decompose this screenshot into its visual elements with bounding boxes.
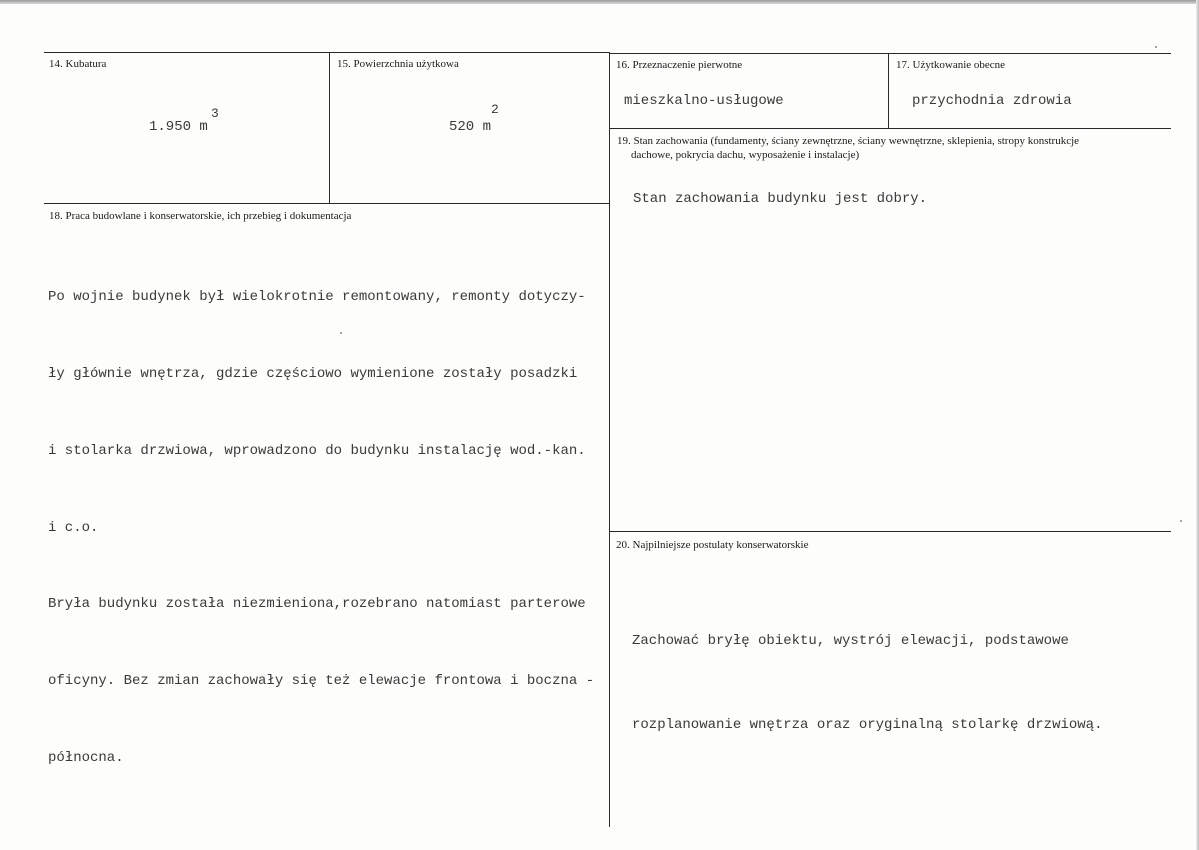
rule-divider-main [609,52,610,827]
field-powierzchnia-exponent: 2 [491,102,499,117]
field-prace-line: i stolarka drzwiowa, wprowadzono do budynku instalację wod.-kan. [48,442,586,459]
rule-divider-14-15 [329,52,330,203]
field-stan-zachowania-value: Stan zachowania budynku jest dobry. [633,191,928,207]
field-prace-line: i c.o. [48,519,99,536]
scan-speck [1155,46,1157,48]
field-postulaty-label: 20. Najpilniejsze postulaty konserwatorskie [616,539,809,551]
field-przeznaczenie-label: 16. Przeznaczenie pierwotne [616,59,743,71]
field-prace-line: Po wojnie budynek był wielokrotnie remontowany, remonty dotyczy- [48,289,586,306]
field-powierzchnia-value: 520 m [449,119,492,135]
field-kubatura-label: 14. Kubatura [49,58,107,70]
rule-above-19 [609,128,1171,129]
rule-above-18 [44,203,609,204]
field-powierzchnia-label: 15. Powierzchnia użytkowa [337,58,459,70]
rule-divider-16-17 [888,53,889,128]
field-postulaty-line: Zachować bryłę obiektu, wystrój elewacji, podstawowe [632,633,1069,649]
rule-top-right [609,53,1171,54]
scan-speck [340,332,342,334]
field-prace-line: Bryła budynku została niezmieniona,rozebrano natomiast parterowe [48,596,586,613]
field-prace-label: 18. Praca budowlane i konserwatorskie, ich przebieg i dokumentacja [49,210,352,222]
scan-edge-top [0,0,1199,4]
field-przeznaczenie-value: mieszkalno-usługowe [624,93,784,109]
field-prace-line: północna. [48,749,124,766]
field-kubatura-exponent: 3 [211,106,219,121]
rule-top-left [44,52,609,53]
scan-speck [1180,520,1182,522]
field-postulaty-line: rozplanowanie wnętrza oraz oryginalną stolarkę drzwiową. [632,717,1103,733]
field-uzytkowanie-value: przychodnia zdrowia [912,93,1072,109]
field-prace-line: ły głównie wnętrza, gdzie częściowo wymienione zostały posadzki [48,365,578,382]
field-stan-zachowania-label: 19. Stan zachowania (fundamenty, ściany zewnętrzne, ściany wewnętrzne, sklepienia, stropy konstrukcje dachowe, pokrycia dachu, wyposażenie i instalacje) [617,135,1080,161]
field-kubatura-value: 1.950 m [149,119,208,135]
field-prace-text [48,234,594,823]
rule-above-20 [609,531,1171,532]
field-uzytkowanie-label: 17. Użytkowanie obecne [896,59,1006,71]
field-prace-line: oficyny. Bez zmian zachowały się też elewacje frontowa i boczna - [48,673,595,690]
field-postulaty-text [632,571,1102,795]
